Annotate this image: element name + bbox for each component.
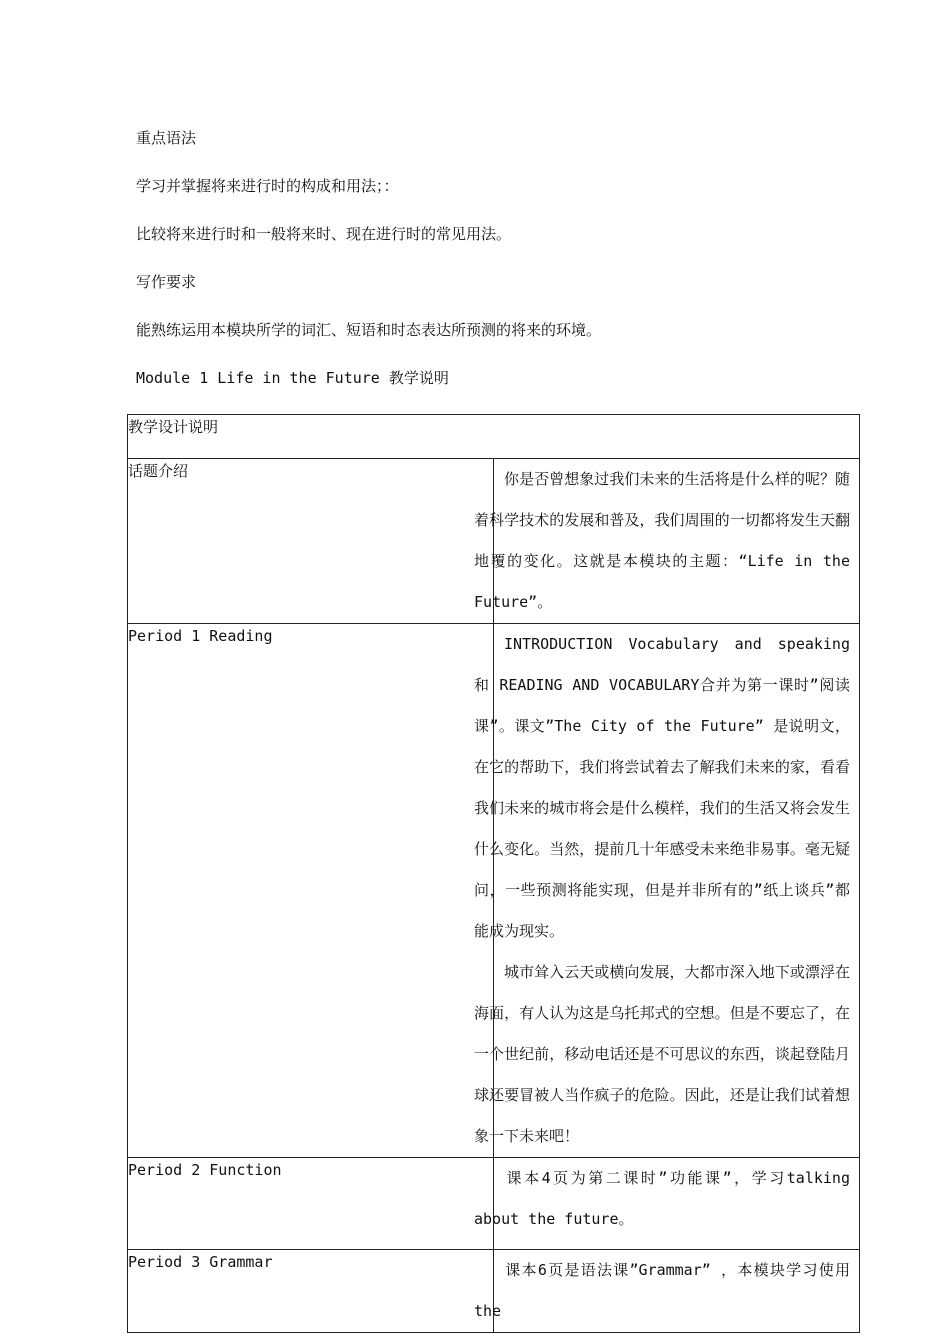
paragraph: 课本4页为第二课时”功能课”，学习talking about the future。	[474, 1169, 850, 1228]
grammar-heading: 重点语法	[136, 129, 197, 147]
paragraph: INTRODUCTION Vocabulary and speaking 和 READING AND VOCABULARY合并为第一课时”阅读课”。课文”The City of the Future” 是说明文，在它的帮助下，我们将尝试着去了解我们未来的家，看看我们未来的城市将会是什么模样，我们的生活又将会发生什么变化。当然，提前几十年感受未来绝非易事。毫无疑问，一些预测将能实现，但是并非所有的”纸上谈兵”都能成为现实。	[474, 635, 850, 940]
writing-line-1: 能熟练运用本模块所学的词汇、短语和时态表达所预测的将来的环境。	[136, 321, 602, 339]
table-header-row	[128, 415, 860, 459]
grammar-line-1: 学习并掌握将来进行时的构成和用法；：	[136, 177, 399, 195]
grammar-line-2: 比较将来进行时和一般将来时、现在进行时的常见用法。	[136, 225, 512, 243]
table-row	[128, 1158, 860, 1250]
row-label-topic: 话题介绍	[128, 459, 494, 624]
table-row	[128, 624, 860, 1158]
row-content-period-2	[474, 1158, 860, 1250]
row-label-period-1: Period 1 Reading	[128, 624, 494, 1158]
row-content-period-1	[474, 624, 860, 1158]
row-content-period-3	[474, 1250, 860, 1333]
module-title: Module 1 Life in the Future 教学说明	[136, 369, 449, 387]
teaching-design-table	[127, 414, 860, 1333]
table-header: 教学设计说明	[128, 415, 860, 459]
row-label-period-3: Period 3 Grammar	[128, 1250, 494, 1333]
paragraph: 你是否曾想象过我们未来的生活将是什么样的呢？随着科学技术的发展和普及，我们周围的一切都将发生天翻地覆的变化。这就是本模块的主题：“Life in the Future”。	[474, 470, 850, 611]
table-row	[128, 1250, 860, 1333]
paragraph: 课本6页是语法课”Grammar” ，本模块学习使用the	[474, 1261, 850, 1320]
row-content-topic	[474, 459, 860, 624]
paragraph: 城市耸入云天或横向发展，大都市深入地下或漂浮在海面，有人认为这是乌托邦式的空想。但是不要忘了，在一个世纪前，移动电话还是不可思议的东西，谈起登陆月球还要冒被人当作疯子的危险。因此，还是让我们试着想象一下未来吧！	[474, 963, 850, 1145]
table-row	[128, 459, 860, 624]
row-label-period-2: Period 2 Function	[128, 1158, 494, 1250]
writing-heading: 写作要求	[136, 273, 197, 291]
